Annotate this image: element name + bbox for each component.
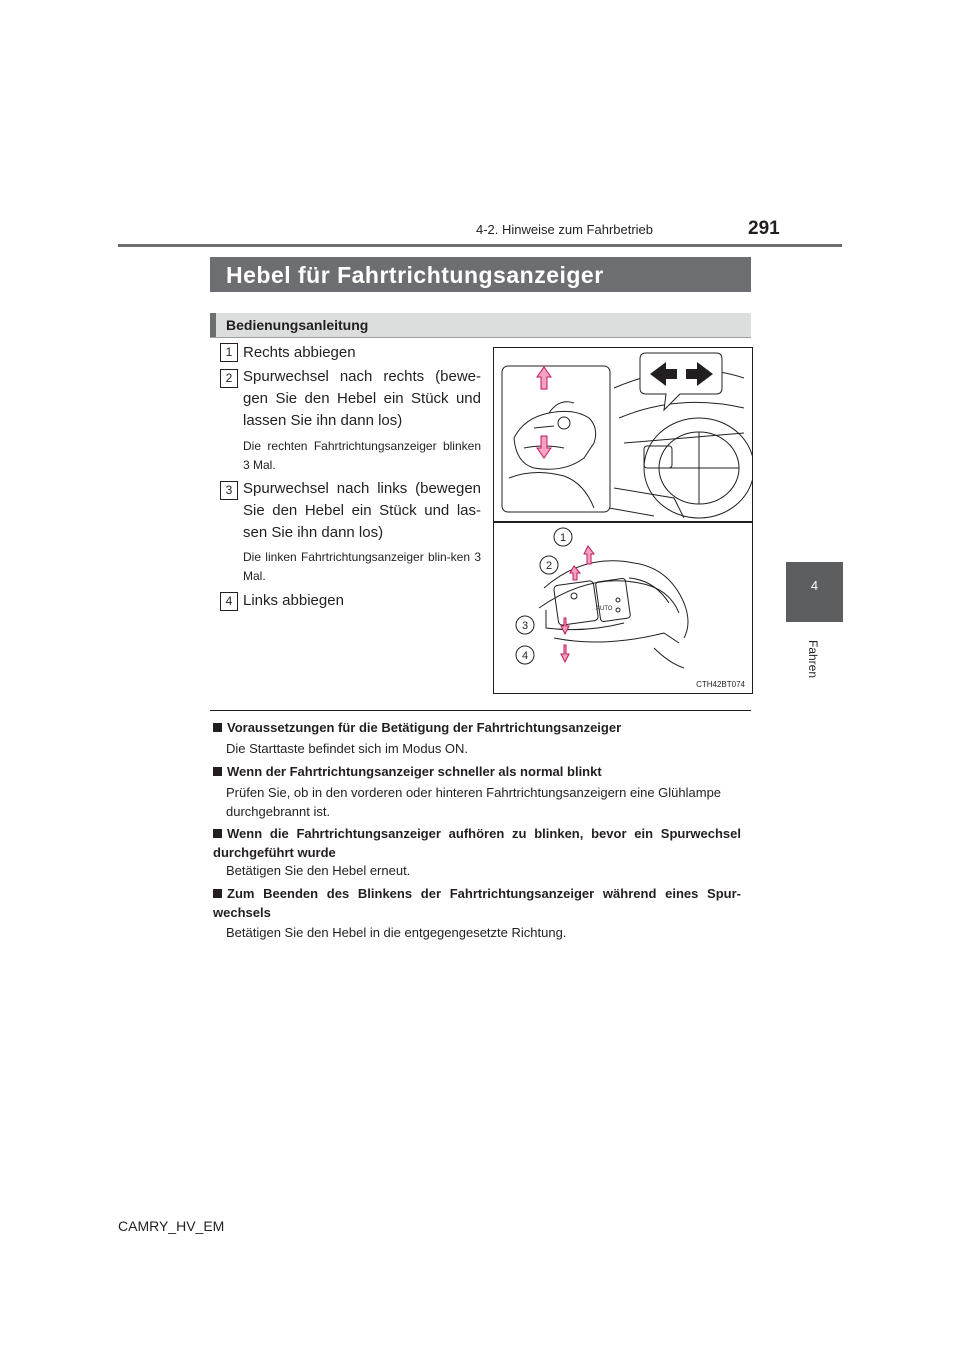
step-text-2: Spurwechsel nach rechts (bewe-gen Sie den Hebel ein Stück und lassen Sie ihn dann los) [243,368,481,429]
bullet-square-icon [213,889,222,898]
arrow-3-icon [561,618,569,634]
arrow-1-icon [584,546,594,564]
subheading-accent-bar [210,313,216,337]
figure-illustration [494,348,752,693]
arrow-2-icon [570,566,580,580]
note-heading-2-text: Wenn der Fahrtrichtungsanzeiger schneller als normal blinkt [227,764,602,779]
note-heading-2 [213,762,741,781]
step-note-2: Die rechten Fahrtrichtungsanzeiger blinken 3 Mal. [243,439,481,472]
note-heading-3 [213,824,741,862]
step-number-1: 1 [220,343,238,362]
bullet-square-icon [213,767,222,776]
bullet-square-icon [213,723,222,732]
arrow-4-icon [561,645,569,662]
note-heading-3-text: Wenn die Fahrtrichtungsanzeiger aufhören zu blinken, bevor ein Spurwechsel durchgeführt wurde [213,826,741,860]
note-body-4: Betätigen Sie den Hebel in die entgegengesetzte Richtung. [226,925,567,940]
step-number-2: 2 [220,369,238,388]
subheading: Bedienungsanleitung [226,317,369,333]
step-text-4: Links abbiegen [243,592,344,609]
step-number-3: 3 [220,481,238,500]
note-heading-4 [213,884,741,922]
step-text-1: Rechts abbiegen [243,344,356,361]
figure-code: CTH42BT074 [696,680,745,689]
callout-2: 2 [545,560,553,572]
step-note-3: Die linken Fahrtrichtungsanzeiger blin-ken 3 Mal. [243,550,481,583]
step-number-4: 4 [220,592,238,611]
callout-3: 3 [521,620,529,632]
note-heading-1 [213,718,741,737]
note-body-3: Betätigen Sie den Hebel erneut. [226,863,411,878]
footer-doc-code: CAMRY_HV_EM [118,1218,225,1234]
header-section-title: 4-2. Hinweise zum Fahrbetrieb [476,222,654,237]
note-heading-1-text: Voraussetzungen für die Betätigung der Fahrtrichtungsanzeiger [227,720,622,735]
callout-4: 4 [521,650,529,662]
note-body-2: Prüfen Sie, ob in den vorderen oder hinteren Fahrtrichtungsanzeigern eine Glühlampe durchgebrannt ist. [226,785,722,819]
lever-drawing [539,561,688,668]
bullet-square-icon [213,829,222,838]
turn-signal-lever-figure [493,347,753,694]
switch-label-auto: AUTO [596,606,613,612]
note-heading-4-text: Zum Beenden des Blinkens der Fahrtrichtungsanzeiger während eines Spur-wechsels [213,886,741,920]
subheading-rule [210,337,751,338]
page-title: Hebel für Fahrtrichtungsanzeiger [226,262,604,288]
step-text-3: Spurwechsel nach links (bewegen Sie den Hebel ein Stück und las-sen Sie ihn dann los) [243,480,481,541]
chapter-label-container [800,640,830,700]
chapter-number: 4 [810,578,819,593]
hand-inset [502,366,610,512]
note-body-1: Die Starttaste befindet sich im Modus ON. [226,741,469,756]
direction-arrows-bubble [640,353,722,410]
notes-divider [210,710,751,711]
chapter-label: Fahren [806,640,820,679]
header-rule [118,244,842,247]
callout-1: 1 [559,532,567,544]
page-number: 291 [748,218,780,239]
